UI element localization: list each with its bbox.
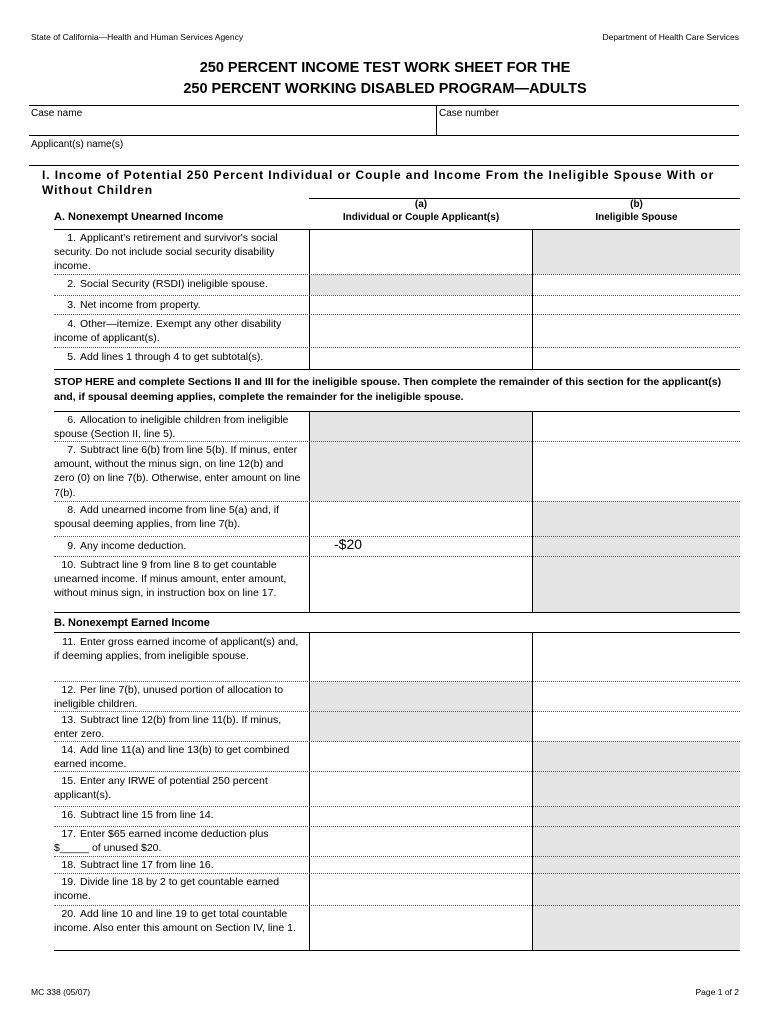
line-text: Social Security (RSDI) ineligible spouse. — [80, 278, 268, 290]
line-num: 10. — [61, 559, 76, 571]
line-text: Subtract line 6(b) from line 5(b). If minus, enter amount, without the minus sign, on line 12(b) and zero (0) on line 7(b). Otherwise, enter amount on line 7(b). — [54, 444, 301, 499]
block1-top-rule — [54, 229, 740, 230]
shade-12a — [309, 681, 532, 711]
shade-17b — [532, 826, 740, 856]
case-bottom-rule — [29, 165, 739, 166]
line-text: Enter $65 earned income deduction plus $_____ of unused $20. — [54, 828, 269, 855]
line-11 — [54, 635, 304, 663]
line-num: 16. — [61, 809, 76, 821]
line-4 — [54, 317, 304, 345]
line-5 — [54, 350, 304, 364]
line-20 — [54, 907, 304, 935]
line-16 — [54, 808, 304, 822]
subsection-a-heading: A. Nonexempt Unearned Income — [54, 211, 224, 223]
row-sep — [54, 856, 740, 857]
shade-2a — [309, 274, 532, 295]
line-text: Add line 11(a) and line 13(b) to get combined earned income. — [54, 744, 290, 771]
shade-19b — [532, 873, 740, 905]
form-id: MC 338 (05/07) — [31, 987, 91, 997]
line-17 — [54, 827, 304, 855]
row-sep — [54, 556, 740, 557]
line-num: 5. — [67, 351, 76, 363]
line-3 — [54, 298, 304, 312]
line-text: Add lines 1 through 4 to get subtotal(s). — [80, 351, 264, 363]
line-text: Any income deduction. — [80, 540, 187, 552]
block1-bottom-rule — [54, 369, 740, 370]
col-a-label: Individual or Couple Applicant(s) — [342, 212, 500, 223]
block3-col-b-rule — [532, 632, 533, 950]
applicants-label: Applicant(s) name(s) — [31, 139, 124, 150]
line-num: 3. — [67, 299, 76, 311]
case-name-field[interactable] — [31, 120, 431, 134]
shade-18b — [532, 856, 740, 873]
line-num: 2. — [67, 278, 76, 290]
line-9a-value[interactable]: -$20 — [334, 536, 363, 552]
block3-top-rule — [54, 632, 740, 633]
row-sep — [54, 806, 740, 807]
line-num: 18. — [61, 859, 76, 871]
block3-bottom-rule — [54, 950, 740, 951]
row-sep — [54, 681, 740, 682]
line-num: 6. — [67, 414, 76, 426]
shade-9b — [532, 536, 740, 556]
line-num: 1. — [67, 232, 76, 244]
block3-col-a-rule — [309, 632, 310, 950]
line-num: 17. — [61, 828, 76, 840]
case-number-field[interactable] — [439, 120, 737, 134]
row-sep — [54, 314, 740, 315]
col-a-letter: (a) — [414, 199, 428, 210]
line-num: 14. — [61, 744, 76, 756]
subsection-b-heading: B. Nonexempt Earned Income — [54, 617, 210, 629]
line-10 — [54, 558, 304, 601]
line-14 — [54, 743, 304, 771]
line-text: Subtract line 9 from line 8 to get countable unearned income. If minus amount, enter amount, without minus sign, in instruction box on line 17. — [54, 559, 287, 600]
agency-text: State of California—Health and Human Services Agency — [31, 32, 244, 42]
shade-16b — [532, 806, 740, 826]
line-num: 9. — [67, 540, 76, 552]
line-9 — [54, 539, 304, 553]
row-sep — [54, 873, 740, 874]
line-num: 15. — [61, 775, 76, 787]
shade-7a — [309, 441, 532, 501]
line-num: 4. — [67, 318, 76, 330]
line-num: 7. — [67, 444, 76, 456]
line-num: 20. — [61, 908, 76, 920]
line-text: Other—itemize. Exempt any other disability income of applicant(s). — [54, 318, 282, 345]
line-1 — [54, 231, 304, 274]
row-sep — [54, 295, 740, 296]
case-top-rule — [29, 105, 739, 106]
line-text: Applicant's retirement and survivor's social security. Do not include social security disability income. — [54, 232, 278, 273]
line-text: Net income from property. — [80, 299, 201, 311]
shade-6a — [309, 411, 532, 441]
line-num: 19. — [61, 876, 76, 888]
row-sep — [54, 347, 740, 348]
line-12 — [54, 683, 304, 711]
form-title-line2: 250 PERCENT WORKING DISABLED PROGRAM—ADULTS — [183, 81, 587, 97]
line-7 — [54, 443, 304, 500]
stop-note: STOP HERE and complete Sections II and III for the ineligible spouse. Then complete the remainder of this section for the applicant(s) and, if spousal deeming applies, complete the remainder for the ineligible spouse. — [54, 376, 722, 403]
shade-20b — [532, 905, 740, 950]
shade-14b — [532, 741, 740, 771]
page-number: Page 1 of 2 — [695, 987, 739, 997]
line-text: Subtract line 15 from line 14. — [80, 809, 214, 821]
line-text: Add unearned income from line 5(a) and, if spousal deeming applies, from line 7(b). — [54, 504, 280, 531]
row-sep — [54, 905, 740, 906]
line-8 — [54, 503, 304, 531]
shade-8b — [532, 501, 740, 536]
case-number-label: Case number — [439, 108, 500, 119]
section1-heading: I. Income of Potential 250 Percent Individual or Couple and Income From the Ineligible Spouse With or Without Children — [42, 168, 715, 197]
block2-top-rule — [54, 411, 740, 412]
col-b-label: Ineligible Spouse — [595, 212, 678, 223]
shade-15b — [532, 771, 740, 806]
form-title-line1: 250 PERCENT INCOME TEST WORK SHEET FOR THE — [199, 60, 571, 76]
line-text: Subtract line 12(b) from line 11(b). If minus, enter zero. — [54, 714, 282, 741]
case-name-label: Case name — [31, 108, 83, 119]
department-text: Department of Health Care Services — [602, 32, 739, 42]
line-text: Enter any IRWE of potential 250 percent applicant(s). — [54, 775, 268, 802]
shade-1b — [532, 229, 740, 274]
block1-col-b-rule — [532, 229, 533, 369]
line-text: Per line 7(b), unused portion of allocation to ineligible children. — [54, 684, 284, 711]
line-6 — [54, 413, 304, 441]
line-15 — [54, 774, 304, 802]
line-18 — [54, 858, 304, 872]
line-13 — [54, 713, 304, 741]
line-text: Enter gross earned income of applicant(s) and, if deeming applies, from ineligible spouse. — [54, 636, 299, 663]
line-num: 11. — [62, 636, 76, 648]
line-num: 8. — [67, 504, 76, 516]
line-text: Add line 10 and line 19 to get total countable income. Also enter this amount on Section IV, line 1. — [54, 908, 296, 935]
row-sep — [54, 501, 740, 502]
line-19 — [54, 875, 304, 903]
line-text: Allocation to ineligible children from ineligible spouse (Section II, line 5). — [54, 414, 289, 441]
line-2 — [54, 277, 304, 291]
shade-13a — [309, 711, 532, 741]
line-text: Divide line 18 by 2 to get countable earned income. — [54, 876, 280, 903]
row-sep — [54, 536, 740, 537]
col-b-letter: (b) — [630, 199, 643, 210]
block1-col-a-rule — [309, 229, 310, 369]
line-text: Subtract line 17 from line 16. — [80, 859, 214, 871]
shade-10b — [532, 556, 740, 612]
line-num: 12. — [61, 684, 76, 696]
line-num: 13. — [61, 714, 76, 726]
case-mid-rule — [29, 135, 739, 136]
row-sep — [54, 274, 740, 275]
block2-bottom-rule — [54, 612, 740, 613]
case-divider — [436, 105, 437, 135]
applicants-field[interactable] — [31, 151, 737, 164]
